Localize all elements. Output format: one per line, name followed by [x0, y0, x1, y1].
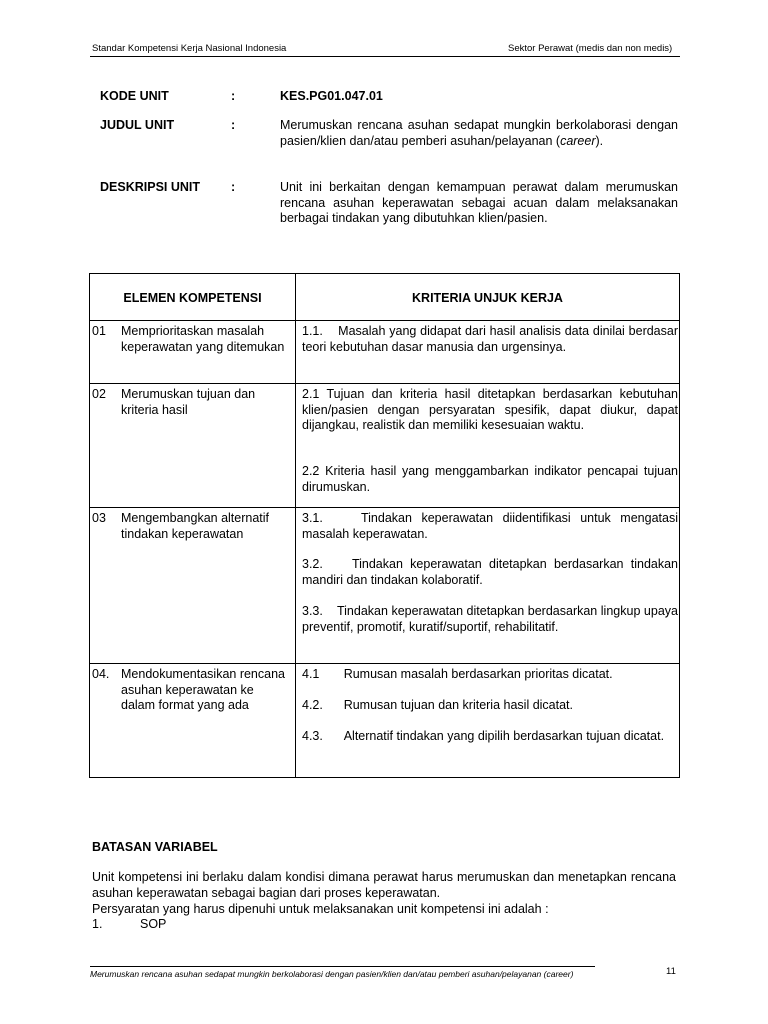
column-header-kriteria: KRITERIA UNJUK KERJA: [412, 291, 563, 305]
criteria-item: 4.1 Rumusan masalah berdasarkan prioritas dicatat.: [302, 667, 613, 681]
criteria-item: 3.1. Tindakan keperawatan diidentifikasi untuk mengatasi masalah keperawatan.: [302, 511, 678, 541]
kode-unit-label: KODE UNIT: [100, 89, 169, 103]
deskripsi-unit-label: DESKRIPSI UNIT: [100, 180, 201, 194]
criteria-item: 2.2 Kriteria hasil yang menggambarkan indikator pencapai tujuan dirumuskan.: [302, 464, 678, 494]
element-text: Mengembangkan alternatif tindakan keperawatan: [121, 511, 270, 541]
judul-unit-label: JUDUL UNIT: [100, 118, 175, 132]
list-item-number: 1.: [92, 917, 103, 931]
colon: :: [231, 89, 236, 103]
judul-unit-value: Merumuskan rencana asuhan sedapat mungkin berkolaborasi dengan pasien/klien dan/atau pemberi asuhan/pelayanan (career).: [280, 118, 678, 148]
header-right: Sektor Perawat (medis dan non medis): [508, 43, 673, 54]
element-text: Mendokumentasikan rencana asuhan keperawatan ke dalam format yang ada: [121, 667, 285, 712]
colon: :: [231, 180, 236, 194]
judul-unit-row: [100, 118, 678, 166]
row-divider: [90, 507, 679, 508]
criteria-item: 4.3. Alternatif tindakan yang dipilih berdasarkan tujuan dicatat.: [302, 729, 665, 743]
row-divider: [90, 663, 679, 664]
footer-text: Merumuskan rencana asuhan sedapat mungkin berkolaborasi dengan pasien/klien dan/atau pemberi asuhan/pelayanan (career): [90, 969, 574, 979]
deskripsi-unit-row: [100, 180, 678, 244]
list-item: [92, 917, 676, 933]
competency-table: [89, 273, 680, 778]
element-text: Merumuskan tujuan dan kriteria hasil: [121, 387, 256, 417]
row-divider: [90, 383, 679, 384]
header-rule: [90, 56, 680, 57]
kode-unit-value: KES.PG01.047.01: [280, 89, 383, 103]
section-title: BATASAN VARIABEL: [92, 840, 218, 854]
batasan-requirement: Persyaratan yang harus dipenuhi untuk melaksanakan unit kompetensi ini adalah :: [92, 902, 549, 916]
footer-rule: [90, 966, 595, 967]
column-divider: [295, 274, 296, 777]
list-item-text: SOP: [140, 917, 167, 931]
deskripsi-unit-value: Unit ini berkaitan dengan kemampuan perawat dalam merumuskan rencana asuhan keperawatan sebagai acuan dalam melaksanakan berbagai tindakan yang dibutuhkan klien/pasien.: [280, 180, 678, 225]
element-number: 03: [92, 511, 106, 525]
element-number: 02: [92, 387, 106, 401]
element-number: 01: [92, 324, 106, 338]
row-divider: [90, 320, 679, 321]
kode-unit-row: [100, 89, 678, 105]
criteria-item: 2.1 Tujuan dan kriteria hasil ditetapkan berdasarkan kebutuhan klien/pasien dengan persyaratan spesifik, dapat diukur, dapat dijangkau, realistik dan memiliki kesesuaian waktu.: [302, 387, 678, 432]
header-left: Standar Kompetensi Kerja Nasional Indonesia: [92, 43, 287, 54]
column-header-elemen: ELEMEN KOMPETENSI: [123, 291, 262, 305]
element-text: Memprioritaskan masalah keperawatan yang ditemukan: [121, 324, 285, 354]
colon: :: [231, 118, 236, 132]
criteria-item: 1.1. Masalah yang didapat dari hasil analisis data dinilai berdasar teori kebutuhan dasar manusia dan urgensinya.: [302, 324, 678, 354]
criteria-item: 3.3. Tindakan keperawatan ditetapkan berdasarkan lingkup upaya preventif, promotif, kuratif/suportif, rehabilitatif.: [302, 604, 678, 634]
criteria-item: 3.2. Tindakan keperawatan ditetapkan berdasarkan tindakan mandiri dan tindakan kolaboratif.: [302, 557, 678, 587]
batasan-paragraph: Unit kompetensi ini berlaku dalam kondisi dimana perawat harus merumuskan dan menetapkan rencana asuhan keperawatan sebagai bagian dari proses keperawatan.: [92, 870, 676, 900]
page-number: 11: [666, 966, 676, 977]
element-number: 04.: [92, 667, 110, 681]
criteria-item: 4.2. Rumusan tujuan dan kriteria hasil dicatat.: [302, 698, 573, 712]
